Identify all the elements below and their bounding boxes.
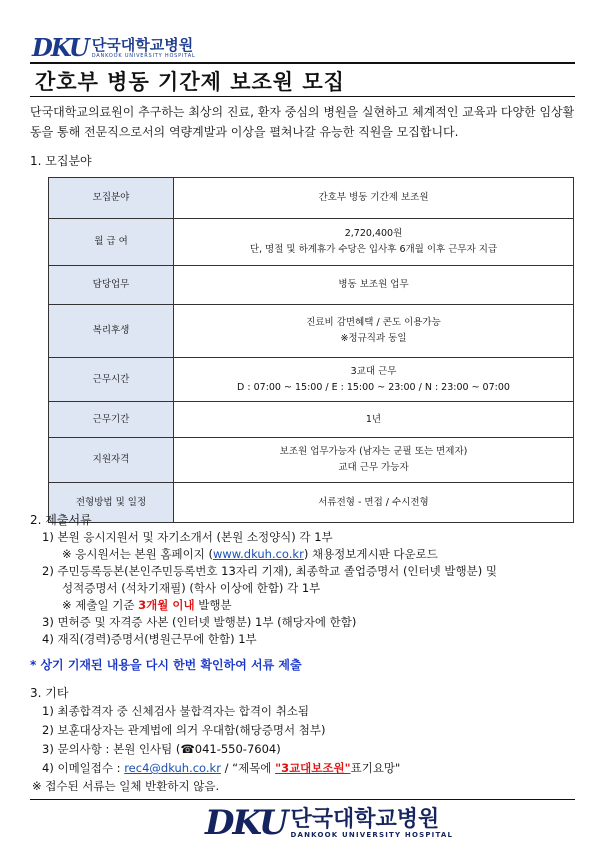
doc-item-3: 3) 면허증 및 자격증 사본 (인터넷 발행분) 1부 (해당자에 한함) [42,615,357,629]
doc-item-2-note [42,597,497,614]
logo-mark: DKU [205,803,287,843]
title-bottom-rule [30,96,575,97]
row-value [174,438,574,483]
section-heading-etc: 3. 기타 [30,686,69,700]
row-value-line: 3교대 근무 [350,365,397,377]
row-label: 근무시간 [49,358,174,402]
row-value [174,266,574,305]
row-value [174,402,574,438]
etc-item-3: 3) 문의사항 : 본원 인사팀 (☎041-550-7604) [42,742,281,756]
logo-korean-name: 단국대학교병원 [290,807,440,832]
doc-item-4: 4) 재직(경력)증명서(병원근무에 한함) 1부 [42,632,257,646]
row-label: 모집분야 [49,178,174,219]
documents-list [42,529,497,648]
table-row [49,402,574,438]
table-row [49,178,574,219]
row-value-line: 진료비 감면혜택 / 콘도 이용가능 [306,317,441,328]
etc-item-4 [42,759,400,778]
logo-mark: DKU [32,33,88,62]
hospital-logo-top [32,34,196,60]
etc-list [42,702,400,778]
etc-text: 4) 이메일접수 : [42,761,125,775]
logo-english-name: DANKOOK UNIVERSITY HOSPITAL [290,831,454,839]
etc-item-1: 1) 최종합격자 중 신체검사 불합격자는 합격이 취소됨 [42,704,310,718]
row-value-line: D : 07:00 ~ 15:00 / E : 15:00 ~ 23:00 / N : 23:00 ~ 07:00 [237,381,510,393]
row-value [174,483,574,523]
etc-text: 표기요망" [350,761,401,775]
row-label: 담당업무 [49,266,174,305]
note-text: ※ 제출일 기준 [62,598,139,612]
row-value-line: 1년 [365,413,382,425]
row-label: 근무기간 [49,402,174,438]
doc-item-1-note [42,546,497,563]
doc-item-2-cont: 성적증명서 (석차기재필) (학사 이상에 한함) 각 1부 [62,581,321,595]
table-row [49,266,574,305]
logo-korean-name: 단국대학교병원 [91,36,194,54]
row-value-line: 단, 명절 및 하계휴가 수당은 입사후 6개월 이후 근무자 지급 [249,244,498,255]
etc-item-2: 2) 보훈대상자는 관계법에 의거 우대함(해당증명서 첨부) [42,723,326,737]
doc-item-2: 2) 주민등록등본(본인주민등록번호 13자리 기재), 최종학교 졸업증명서 (인터넷 발행분) 및 [42,564,497,578]
section-heading-positions: 1. 모집분야 [30,154,92,168]
table-row [49,483,574,523]
row-label: 지원자격 [49,438,174,483]
notice-line: * 상기 기재된 내용을 다시 한번 확인하여 서류 제출 [30,658,302,672]
row-value [174,358,574,402]
email-link[interactable]: rec4@dkuh.co.kr [124,761,221,775]
table-row [49,305,574,358]
highlight-text: 3개월 이내 [138,598,195,612]
row-value-line: ※정규직과 동일 [340,333,407,344]
title-top-rule [30,62,575,64]
etc-item-5: ※ 접수된 서류는 일체 반환하지 않음. [32,779,220,793]
table-row [49,358,574,402]
section-heading-documents: 2. 제출서류 [30,513,92,527]
row-label: 전형방법 및 일정 [49,483,174,523]
hospital-logo-bottom [205,803,454,843]
row-value [174,305,574,358]
logo-english-name: DANKOOK UNIVERSITY HOSPITAL [91,53,196,59]
table-row [49,219,574,266]
row-value-line: 보조원 업무가능자 (남자는 군필 또는 면제자) [279,446,468,457]
row-value-line: 2,720,400원 [344,228,403,239]
page-title: 간호부 병동 기간제 보조원 모집 [35,70,345,94]
table-row [49,438,574,483]
row-value-line: 간호부 병동 기간제 보조원 [318,192,429,203]
doc-item-1: 1) 본원 응시지원서 및 자기소개서 (본원 소정양식) 각 1부 [42,530,333,544]
intro-paragraph: 단국대학교의료원이 추구하는 최상의 진료, 환자 중심의 병원을 실현하고 체계적인 교육과 다양한 임상활동을 통해 전문직으로서의 역량계발과 이상을 펼쳐나갈 유능한 직원을 모집합니다. [30,105,575,139]
row-value [174,219,574,266]
row-value [174,178,574,219]
etc-text: / “제목에 [220,761,276,775]
homepage-link[interactable]: www.dkuh.co.kr [212,547,304,561]
highlight-text: "3교대보조원" [275,761,351,775]
note-text: ※ 응시원서는 본원 홈페이지 ( [62,547,213,561]
row-value-line: 병동 보조원 업무 [338,279,409,290]
row-label: 복리후생 [49,305,174,358]
row-value-line: 교대 근무 가능자 [338,462,409,473]
recruitment-info-table [48,177,574,523]
note-text: 발행분 [194,598,232,612]
row-label: 월 급 여 [49,219,174,266]
row-value-line: 서류전형 - 면접 / 수시전형 [318,496,429,508]
note-text: ) 채용정보게시판 다운로드 [303,547,438,561]
footer-rule [30,799,575,800]
